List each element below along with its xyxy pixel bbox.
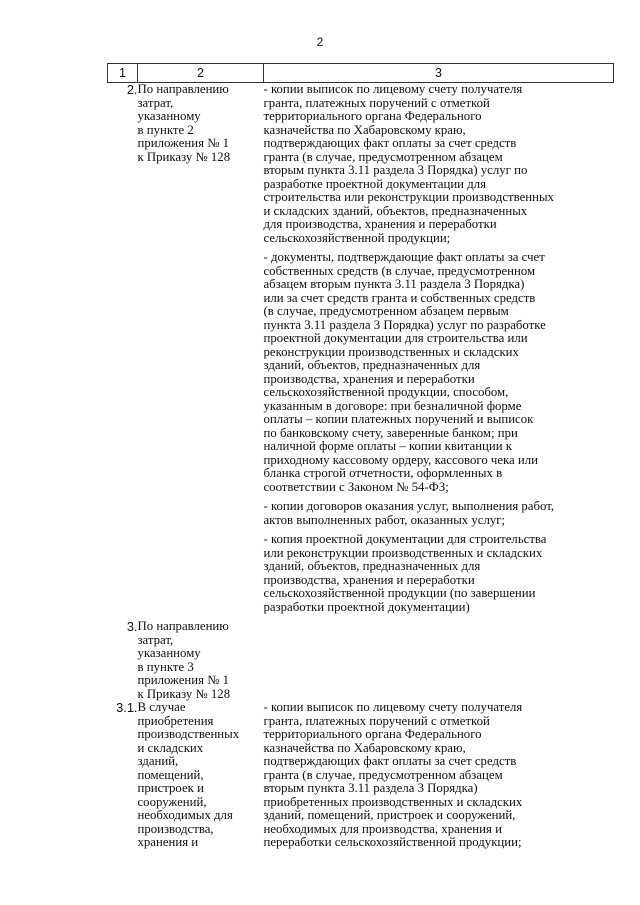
table-row — [108, 620, 614, 701]
row-number: 3.1. — [116, 700, 138, 715]
document-item: - копии выписок по лицевому счету получателя гранта, платежных поручений с отметкой территориального органа Федерального казначейства по Хабаровскому краю, подтверждающих факт оплаты за счет средств гранта (в случае, предусмотренном абзацем вторым пункта 3.11 раздела 3 Порядка) приобретенных производственных и складских зданий, помещений, пристроек и сооружений, необходимых для производства, хранения и переработки сельскохозяйственной продукции; — [263, 700, 523, 849]
row-number: 3. — [126, 619, 138, 634]
document-item: - копии договоров оказания услуг, выполнения работ, актов выполненных работ, оказанных услуг; — [263, 499, 555, 527]
required-documents — [264, 701, 614, 856]
required-documents — [264, 83, 614, 621]
cost-direction: В случае приобретения производственных и складских зданий, помещений, пристроек и сооружений, необходимых для производства, хранения и — [137, 700, 240, 849]
cost-direction: По направлению затрат, указанному в пункте 3 приложения № 1 к Приказу № 128 — [137, 619, 231, 701]
document-item: - документы, подтверждающие факт оплаты за счет собственных средств (в случае, предусмотренном абзацем вторым пункта 3.11 раздела 3 Порядка) или за счет средств гранта и собственных средств (в случае, предусмотренном абзацем первым пункта 3.11 раздела 3 Порядка) услуг по разработке проектной документации для строительства или реконструкции производственных и складских зданий, объектов, предназначенных для производства, хранения и переработки сельскохозяйственной продукции, способом, указанным в договоре: при безналичной форме оплаты – копии платежных поручений и выписок по банковскому счету, заверенные банком; при наличной форме оплаты – копии квитанции к приходному кассовому ордеру, кассового чека или бланка строгой отчетности, оформленных в соответствии с Законом № 54-ФЗ; — [263, 250, 546, 494]
table-header-row — [108, 64, 614, 83]
document-item: - копии выписок по лицевому счету получателя гранта, платежных поручений с отметкой территориального органа Федерального казначейства по Хабаровскому краю, подтверждающих факт оплаты за счет средств гранта (в случае, предусмотренном абзацем вторым пункта 3.11 раздела 3 Порядка) услуг по разработке проектной документации для строительства или реконструкции производственных и складских зданий, объектов, предназначенных для производства, хранения и переработки сельскохозяйственной продукции; — [263, 82, 554, 245]
page-number: 2 — [316, 35, 324, 49]
column-header: 3 — [264, 64, 614, 83]
table-row — [108, 83, 614, 621]
table-row — [108, 701, 614, 856]
cost-direction: По направлению затрат, указанному в пункте 2 приложения № 1 к Приказу № 128 — [137, 82, 231, 164]
column-header: 1 — [108, 64, 138, 83]
required-documents — [264, 620, 614, 701]
documents-table — [107, 63, 614, 856]
document-item: - копия проектной документации для строительства или реконструкции производственных и складских зданий, объектов, предназначенных для производства, хранения и переработки сельскохозяйственной продукции (по завершении разработки проектной документации) — [263, 532, 547, 614]
column-header: 2 — [138, 64, 264, 83]
row-number: 2. — [126, 82, 138, 97]
